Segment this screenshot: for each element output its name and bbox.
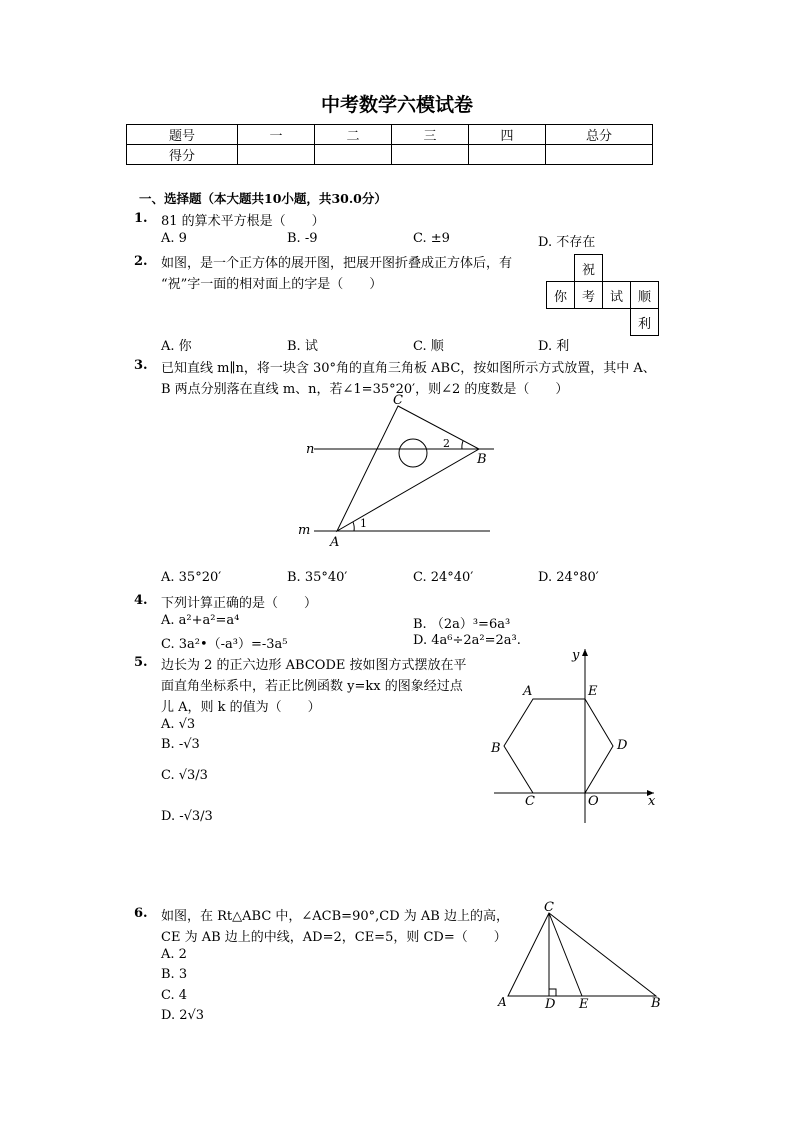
label-d: D <box>545 997 556 1012</box>
q3-option-a: A. 35°20′ <box>161 570 222 585</box>
label-angle-1: 1 <box>360 517 367 530</box>
score-cell[interactable] <box>546 145 653 165</box>
cube-net-figure <box>546 254 659 336</box>
triangle-abc <box>508 913 656 996</box>
angle-2-arc <box>462 441 463 449</box>
q2-option-d: D. 利 <box>538 339 570 354</box>
section-heading <box>139 189 387 207</box>
q4-option-d: D. 4a⁶÷2a²=2a³. <box>413 633 521 648</box>
score-header-cell: 二 <box>315 125 392 145</box>
label-c: C <box>525 794 535 809</box>
question-2-line-1: 如图，是一个正方体的展开图，把展开图折叠成正方体后，有 <box>161 256 513 271</box>
question-number: 2. <box>134 254 148 269</box>
label-e: E <box>579 997 589 1012</box>
q4-option-b: B. （2a）³=6a³ <box>413 617 511 632</box>
score-header-cell: 总分 <box>546 125 653 145</box>
question-3-line-2: B 两点分别落在直线 m、n，若∠1=35°20′，则∠2 的度数是（ ） <box>161 382 569 397</box>
question-6-line-2: CE 为 AB 边上的中线，AD=2，CE=5，则 CD=（ ） <box>161 930 507 945</box>
q6-option-d: D. 2√3 <box>161 1008 205 1023</box>
label-a: A <box>330 535 340 550</box>
right-angle-mark <box>549 989 556 996</box>
net-cell: 你 <box>547 282 575 309</box>
label-b: B <box>651 996 661 1011</box>
right-triangle-figure <box>494 898 664 1018</box>
q1-option-a: A. 9 <box>161 231 187 246</box>
q3-option-d: D. 24°80′ <box>538 570 599 585</box>
label-b: B <box>491 741 501 756</box>
question-2-line-2: “祝”字一面的相对面上的字是（ ） <box>161 277 383 292</box>
section-count: 10 <box>264 191 282 206</box>
label-e: E <box>588 684 598 699</box>
score-cell[interactable] <box>315 145 392 165</box>
score-header-cell: 三 <box>392 125 469 145</box>
q4-option-a: A. a²+a²=a⁴ <box>161 613 240 628</box>
score-cell[interactable] <box>392 145 469 165</box>
net-cell: 试 <box>603 282 631 309</box>
question-number: 1. <box>134 211 148 226</box>
question-number: 3. <box>134 358 148 373</box>
score-cell[interactable] <box>238 145 315 165</box>
label-d: D <box>617 738 628 753</box>
q2-option-b: B. 试 <box>287 339 318 354</box>
net-cell: 考 <box>575 282 603 309</box>
question-number: 6. <box>134 906 148 921</box>
label-x: x <box>648 794 656 809</box>
q2-option-c: C. 顺 <box>413 339 444 354</box>
triangle-abc <box>337 406 479 531</box>
q2-option-a: A. 你 <box>161 339 192 354</box>
net-cell: 利 <box>631 309 659 336</box>
hexagon-abcode <box>504 699 613 793</box>
label-a: A <box>498 995 507 1009</box>
label-o: O <box>588 794 599 809</box>
section-mid: 小题，共 <box>281 191 332 206</box>
score-table-score-row <box>127 145 653 165</box>
question-5-line-2: 面直角坐标系中，若正比例函数 y=kx 的图象经过点 <box>161 679 463 694</box>
question-5-line-1: 边长为 2 的正六边形 ABCODE 按如图方式摆放在平 <box>161 658 467 673</box>
hexagon-coordinate-figure <box>488 643 663 828</box>
q1-option-d: D. 不存在 <box>538 235 596 250</box>
question-3-line-1: 已知直线 m∥n，将一块含 30°角的直角三角板 ABC，按如图所示方式放置，其中 A、 <box>161 361 656 376</box>
q4-option-c: C. 3a²•（-a³）=-3a⁵ <box>161 637 288 652</box>
y-axis-arrow <box>582 649 588 656</box>
question-4-text: 下列计算正确的是（ ） <box>161 596 318 611</box>
label-angle-2: 2 <box>443 437 450 450</box>
label-c: C <box>544 900 554 915</box>
score-row-label: 得分 <box>127 145 238 165</box>
question-6-line-1: 如图，在 Rt△ABC 中，∠ACB=90°,CD 为 AB 边上的高， <box>161 909 509 924</box>
q3-option-b: B. 35°40′ <box>287 570 348 585</box>
angle-1-arc <box>353 522 354 531</box>
net-cell: 顺 <box>631 282 659 309</box>
label-c: C <box>393 393 403 408</box>
section-points: 30.0 <box>331 191 362 206</box>
q5-option-b: B. -√3 <box>161 737 200 752</box>
q1-option-c: C. ±9 <box>413 231 450 246</box>
score-header-cell: 题号 <box>127 125 238 145</box>
score-header-cell: 一 <box>238 125 315 145</box>
page-title: 中考数学六模试卷 <box>320 94 473 116</box>
triangle-parallel-lines-figure <box>290 390 505 550</box>
label-b: B <box>477 452 487 467</box>
label-n: n <box>306 442 315 457</box>
section-end: 分） <box>361 191 387 206</box>
question-5-line-3: 儿 A，则 k 的值为（ ） <box>161 700 321 715</box>
q5-option-a: A. √3 <box>161 717 196 732</box>
score-cell[interactable] <box>469 145 546 165</box>
question-number: 4. <box>134 593 148 608</box>
label-a: A <box>523 684 533 699</box>
score-table <box>126 124 653 165</box>
q6-option-c: C. 4 <box>161 988 188 1003</box>
section-label: 一、选择题（本大题共 <box>139 191 265 206</box>
label-m: m <box>298 523 311 538</box>
score-table-header-row <box>127 125 653 145</box>
q1-option-b: B. -9 <box>287 231 318 246</box>
q5-option-c: C. √3/3 <box>161 768 208 783</box>
question-1-text: 81 的算术平方根是（ ） <box>161 214 325 229</box>
cube-net <box>546 254 659 336</box>
question-number: 5. <box>134 655 148 670</box>
net-cell: 祝 <box>575 255 603 282</box>
score-header-cell: 四 <box>469 125 546 145</box>
q5-option-d: D. -√3/3 <box>161 809 213 824</box>
protractor-hole <box>399 439 427 467</box>
q6-option-b: B. 3 <box>161 967 188 982</box>
q3-option-c: C. 24°40′ <box>413 570 474 585</box>
label-y: y <box>572 648 580 663</box>
q6-option-a: A. 2 <box>161 947 187 962</box>
